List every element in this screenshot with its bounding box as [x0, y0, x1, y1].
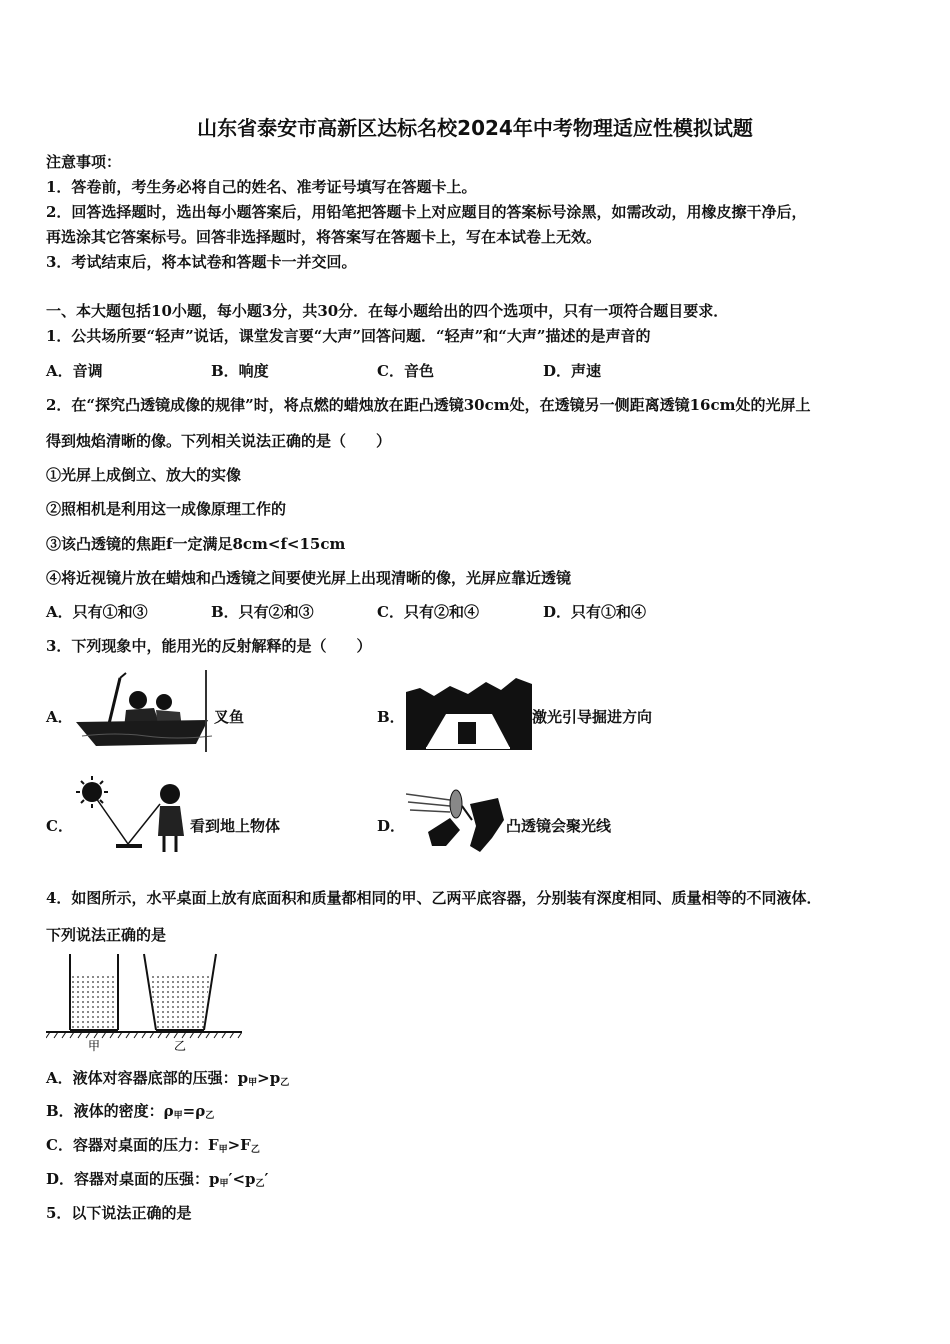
sun-reflection-image [76, 776, 190, 854]
q3-option-c-text: 看到地上物体 [190, 817, 281, 835]
q3-option-a-text: 叉鱼 [214, 708, 245, 726]
notice-item: 1．答卷前，考生务必将自己的姓名、准考证号填写在答题卡上。 [46, 178, 477, 196]
q2-option-d: D．只有①和④ [543, 603, 647, 621]
page-title: 山东省泰安市高新区达标名校2024年中考物理适应性模拟试题 [197, 116, 753, 140]
container-label-left: 甲 [87, 1039, 101, 1053]
q1-option-c: C．音色 [377, 362, 434, 380]
containers-figure [46, 950, 242, 1054]
q2-statement: ④将近视镜片放在蜡烛和凸透镜之间要使光屏上出现清晰的像，光屏应靠近透镜 [46, 569, 572, 587]
notice-item: 3．考试结束后，将本试卷和答题卡一并交回。 [46, 253, 357, 271]
q1-option-d: D．声速 [543, 362, 602, 380]
q2-stem: 2．在“探究凸透镜成像的规律”时，将点燃的蜡烛放在距凸透镜30cm处，在透镜另一侧距离透镜16cm处的光屏上 [46, 396, 811, 414]
container-label-right: 乙 [173, 1039, 187, 1053]
q4-option-d: D．容器对桌面的压强：$p_甲'<p_乙'$ [46, 1170, 269, 1189]
q2-statement: ①光屏上成倒立、放大的实像 [46, 466, 242, 484]
q3-option-c-letter: C． [46, 817, 73, 835]
q4-option-a: A．液体对容器底部的压强：$p_甲>p_乙$ [46, 1069, 290, 1088]
q4-stem: 下列说法正确的是 [46, 926, 167, 944]
q3-stem: 3．下列现象中，能用光的反射解释的是（ ） [46, 637, 372, 655]
q2-option-a: A．只有①和③ [46, 603, 148, 621]
q2-statement: ②照相机是利用这一成像原理工作的 [46, 500, 287, 518]
q5-stem: 5．以下说法正确的是 [46, 1204, 192, 1222]
q1-option-b: B．响度 [211, 362, 269, 380]
q2-option-b: B．只有②和③ [211, 603, 314, 621]
q3-option-b-letter: B． [377, 708, 405, 726]
notice-item: 2．回答选择题时，选出每小题答案后，用铅笔把答题卡上对应题目的答案标号涂黑，如需改动，用橡皮擦干净后， [46, 203, 807, 221]
q3-option-d-text: 凸透镜会聚光线 [506, 817, 612, 835]
q2-stem: 得到烛焰清晰的像。下列相关说法正确的是（ ） [46, 432, 392, 450]
tunnel-laser-image [406, 672, 532, 750]
notice-heading: 注意事项： [46, 153, 122, 171]
q1-option-a: A．音调 [46, 362, 103, 380]
q4-option-b: B．液体的密度：$\rho_甲=\rho_乙$ [46, 1102, 215, 1121]
q1-stem: 1．公共场所要“轻声”说话，课堂发言要“大声”回答问题．“轻声”和“大声”描述的是声音的 [46, 327, 651, 345]
fishing-boat-image [76, 670, 214, 752]
notice-item: 再选涂其它答案标号。回答非选择题时，将答案写在答题卡上，写在本试卷上无效。 [46, 228, 602, 246]
section-heading: 一、本大题包括10小题，每小题3分，共30分．在每小题给出的四个选项中，只有一项符合题目要求． [46, 302, 729, 320]
q4-stem: 4．如图所示，水平桌面上放有底面积和质量都相同的甲、乙两平底容器，分别装有深度相同、质量相等的不同液体． [46, 889, 822, 907]
q3-option-a-letter: A． [46, 708, 73, 726]
q3-option-b-text: 激光引导掘进方向 [532, 708, 653, 726]
q4-option-c: C．容器对桌面的压力：$F_甲>F_乙$ [46, 1136, 260, 1155]
convex-lens-image [406, 780, 506, 854]
q2-option-c: C．只有②和④ [377, 603, 479, 621]
q2-statement: ③该凸透镜的焦距f一定满足8cm<f<15cm [46, 535, 346, 553]
q3-option-d-letter: D． [377, 817, 406, 835]
